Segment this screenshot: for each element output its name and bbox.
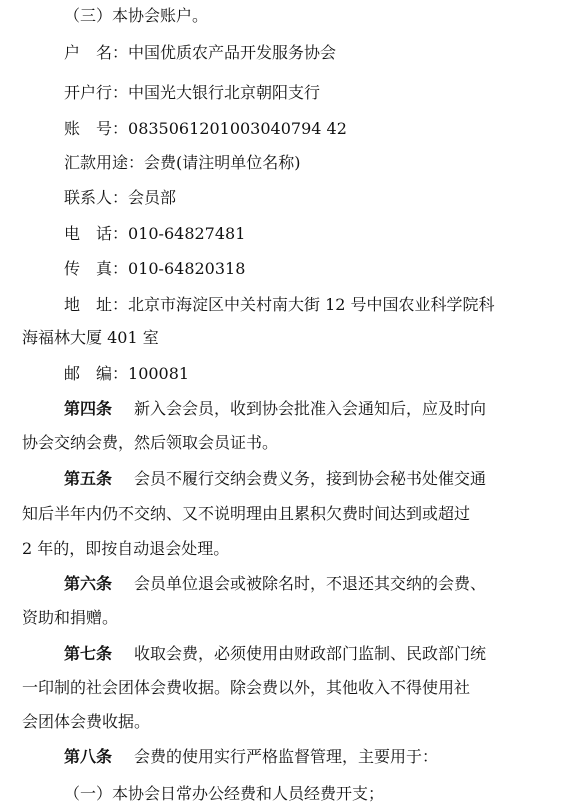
article-4-line2: 协会交纳会费，然后领取会员证书。 — [22, 433, 279, 452]
article-6-label: 第六条 — [64, 574, 113, 593]
account-purpose-row — [64, 152, 572, 174]
article-8-line1 — [64, 746, 572, 768]
article-6-line2: 资助和捐赠。 — [22, 608, 119, 627]
article-7-text-line1: 收取会费，必须使用由财政部门监制、民政部门统 — [134, 644, 487, 663]
article-7-line2: 一印制的社会团体会费收据。除会费以外，其他收入不得使用社 — [22, 678, 471, 697]
article-4-text-line1: 新入会会员，收到协会批准入会通知后，应及时向 — [134, 399, 487, 418]
account-number-value: 0835061201003040794 42 — [128, 119, 347, 138]
article-7-label: 第七条 — [64, 644, 113, 663]
account-name-row — [64, 42, 572, 64]
account-number-label: 账 号： — [64, 119, 129, 138]
account-name-label: 户 名： — [64, 43, 129, 62]
article-8-label: 第八条 — [64, 747, 113, 766]
account-purpose-label: 汇款用途： — [64, 153, 145, 172]
account-phone-row — [64, 223, 572, 245]
account-number-row — [64, 118, 572, 140]
account-postcode-row — [64, 363, 572, 385]
article-6-text-line1: 会员单位退会或被除名时，不退还其交纳的会费、 — [134, 574, 487, 593]
account-fax-row — [64, 258, 572, 280]
article-4-line1 — [64, 398, 572, 420]
article-8-item-1: （一）本协会日常办公经费和人员经费开支； — [64, 784, 385, 803]
account-bank-label: 开户行： — [64, 83, 129, 102]
account-phone-label: 电 话： — [64, 224, 129, 243]
article-5-line1 — [64, 468, 572, 490]
account-fax-label: 传 真： — [64, 259, 129, 278]
account-address-label: 地 址： — [64, 295, 129, 314]
account-address-row — [64, 294, 572, 316]
article-7-line1 — [64, 643, 572, 665]
article-4-label: 第四条 — [64, 399, 113, 418]
account-postcode-label: 邮 编： — [64, 364, 129, 383]
article-5-text-line1: 会员不履行交纳会费义务，接到协会秘书处催交通 — [134, 469, 487, 488]
account-bank-row — [64, 82, 572, 104]
account-address-value-line2: 海福林大厦 401 室 — [22, 328, 159, 347]
article-5-label: 第五条 — [64, 469, 113, 488]
account-address-value-line1: 北京市海淀区中关村南大街 12 号中国农业科学院科 — [128, 295, 495, 314]
article-5-line2: 知后半年内仍不交纳、又不说明理由且累积欠费时间达到或超过 — [22, 504, 471, 523]
article-8-text-line1: 会费的使用实行严格监督管理，主要用于： — [134, 747, 439, 766]
article-5-line3: 2 年的，即按自动退会处理。 — [22, 539, 230, 558]
article-7-line3: 会团体会费收据。 — [22, 712, 151, 731]
account-postcode-value: 100081 — [128, 364, 190, 383]
account-name-value: 中国优质农产品开发服务协会 — [128, 43, 337, 62]
account-contact-label: 联系人： — [64, 188, 129, 207]
account-contact-row — [64, 187, 572, 209]
account-phone-value: 010-64827481 — [128, 224, 246, 243]
account-contact-value: 会员部 — [128, 188, 177, 207]
account-bank-value: 中国光大银行北京朝阳支行 — [128, 83, 321, 102]
account-purpose-value: 会费(请注明单位名称) — [144, 153, 301, 172]
account-heading: （三）本协会账户。 — [64, 6, 209, 25]
article-6-line1 — [64, 573, 572, 595]
account-fax-value: 010-64820318 — [128, 259, 246, 278]
